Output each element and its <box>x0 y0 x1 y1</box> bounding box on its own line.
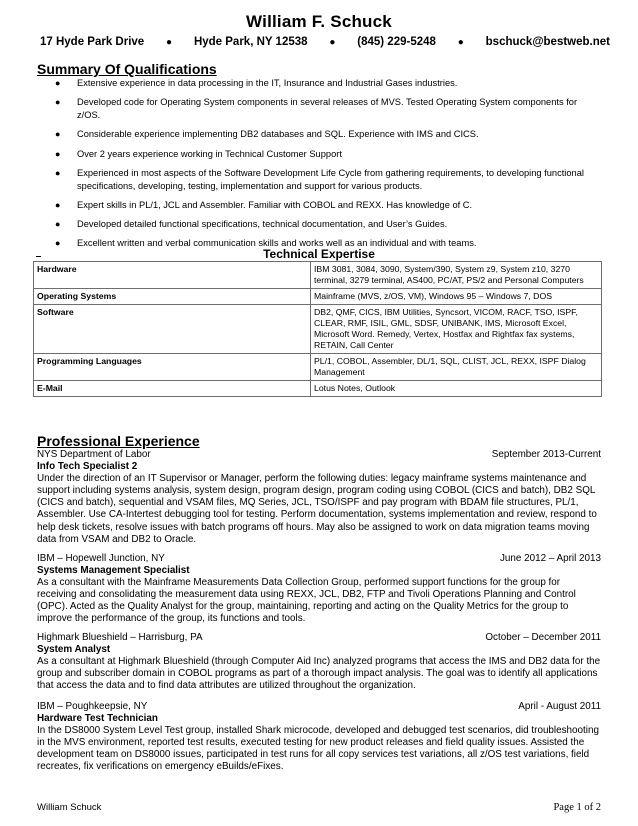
table-row <box>34 381 602 397</box>
table-row <box>34 354 602 381</box>
summary-list <box>37 77 602 257</box>
summary-item: ● Developed code for Operating System components in several releases of MVS. Tested Operating System components for z/OS. <box>55 97 578 121</box>
job-description: In the DS8000 System Level Test group, installed Shark microcode, developed and debugged test scenarios, did troubleshooting in the MVS environment, reported test results, executed testing for new product releases and field quality issues. Assisted the development team on DS8000 issues, participated in test runs for all copy services test variations, all z/OS test variations, field recreates, fix verifications on emergency eBuilds/eFixes. <box>37 725 599 773</box>
bullet-icon: ● <box>55 97 61 108</box>
bullet-icon: ● <box>55 199 61 210</box>
skill-category: E-Mail <box>34 381 311 397</box>
employer: IBM – Poughkeepsie, NY <box>37 701 148 712</box>
job-description: Under the direction of an IT Supervisor or Manager, perform the following duties: legacy mainframe systems maintenance and support including systems analysis, system design, program design, program coding using COBOL (CICS and batch), DB2 SQL (CICS and batch), sequential and VSAM files, MQ Series, JCL, TSO/ISPF and pay program with BDAM file structures, PL/1, Assembler. Use CA-Intertest debugging tool for testing. Perform documentation, systems implementation and review, respond to help desk tickets, resolve issues with batch programs off hours. May also be assigned to work on data migration teams moving data from VSAM and DB2 to Oracle. <box>37 473 597 545</box>
job-description: As a consultant with the Mainframe Measurements Data Collection Group, performed support functions for the group for receiving and consolidating the measurement data using REXX, JCL, DB2, FTP and Tivoli Operations Planning and Control (OPC). Acted as the Quality Analyst for the group, maintaining, reporting and acting on the Quality Metrics for the group to improve the performance of the group, its functions and tools. <box>37 577 576 625</box>
employer: Highmark Blueshield – Harrisburg, PA <box>37 632 203 643</box>
employer: IBM – Hopewell Junction, NY <box>37 553 165 564</box>
summary-heading: Summary Of Qualifications <box>37 61 217 77</box>
bullet-icon: ● <box>55 219 61 230</box>
table-row <box>34 289 602 305</box>
employer: NYS Department of Labor <box>37 449 151 460</box>
page-number: Page 1 of 2 <box>553 802 601 813</box>
summary-item: ● Experienced in most aspects of the Software Development Life Cycle from gathering requirements, to developing functional specifications, developing, testing, implementation and support for various products. <box>55 167 584 191</box>
skill-category: Hardware <box>34 262 311 289</box>
job-title: Hardware Test Technician <box>37 713 158 725</box>
job-title: System Analyst <box>37 644 111 656</box>
skills-table <box>33 261 602 397</box>
tech-heading: Technical Expertise <box>263 247 375 261</box>
job-dates: April - August 2011 <box>518 701 601 712</box>
summary-item: ● Excellent written and verbal communication skills and works well as an individual and with teams. <box>55 238 477 249</box>
job-entry <box>37 553 601 626</box>
page-footer <box>37 802 601 813</box>
skill-category: Programming Languages <box>34 354 311 381</box>
skill-value: DB2, QMF, CICS, IBM Utilities, Syncsort, VICOM, RACF, TSO, ISPF, CLEAR, RMF, ISIL, GML, SDSF, UNIBANK, IMS, Microsoft Excel, Microsoft Word. Remedy, Vertex, Hostfax and Rightfax fax systems, RETAIN, Call Center <box>311 305 602 354</box>
resume-name: William F. Schuck <box>246 12 392 31</box>
bullet-separator: ● <box>166 36 173 48</box>
job-dates: September 2013-Current <box>491 449 601 460</box>
bullet-icon: ● <box>55 148 61 159</box>
job-title: Systems Management Specialist <box>37 565 190 577</box>
job-dates: June 2012 – April 2013 <box>499 553 601 564</box>
footer-name: William Schuck <box>37 802 102 813</box>
address: 17 Hyde Park Drive <box>40 36 145 48</box>
skill-value: IBM 3081, 3084, 3090, System/390, System z9, System z10, 3270 terminal, 3279 terminal, AS400, PC/AT, PS/2 and Personal Computers <box>311 262 602 289</box>
bullet-separator: ● <box>457 36 464 48</box>
summary-item: ● Expert skills in PL/1, JCL and Assembler. Familiar with COBOL and REXX. Has knowledge of C. <box>55 199 473 210</box>
bullet-icon: ● <box>55 129 61 140</box>
skill-category: Operating Systems <box>34 289 311 305</box>
city: Hyde Park, NY 12538 <box>193 36 308 48</box>
contact-line <box>40 36 610 48</box>
table-row <box>34 305 602 354</box>
job-entry <box>37 449 601 546</box>
email[interactable]: bschuck@bestweb.net <box>485 36 610 48</box>
summary-item: ● Considerable experience implementing DB2 databases and SQL. Experience with IMS and CICS. <box>55 129 479 140</box>
job-description: As a consultant at Highmark Blueshield (through Computer Aid Inc) analyzed programs that access the IMS and DB2 data for the group and subscriber domain in COBOL programs as part of a thorough impact analysis. The goal was to identify all applications that access the data and to find data attributes are utilized throughout the organization. <box>37 656 601 692</box>
skill-value: Mainframe (MVS, z/OS, VM), Windows 95 – Windows 7, DOS <box>311 289 602 305</box>
bullet-icon: ● <box>55 167 61 178</box>
phone: (845) 229-5248 <box>357 36 436 48</box>
table-row <box>34 262 602 289</box>
summary-item: ● Developed detailed functional specifications, technical documentation, and User’s Guides. <box>55 219 448 230</box>
summary-item: ● Over 2 years experience working in Technical Customer Support <box>55 148 342 159</box>
bullet-icon: ● <box>55 78 61 88</box>
skill-category: Software <box>34 305 311 354</box>
experience-heading: Professional Experience <box>37 433 200 449</box>
job-title: Info Tech Specialist 2 <box>37 461 138 473</box>
skill-value: PL/1, COBOL, Assembler, DL/1, SQL, CLIST, JCL, REXX, ISPF Dialog Management <box>311 354 602 381</box>
skill-value: Lotus Notes, Outlook <box>311 381 602 397</box>
bullet-separator: ● <box>329 36 336 48</box>
bullet-icon: ● <box>55 238 61 249</box>
summary-item: ● Extensive experience in data processing in the IT, Insurance and Industrial Gases industries. <box>55 78 458 88</box>
job-entry <box>37 701 601 774</box>
job-dates: October – December 2011 <box>485 632 601 643</box>
job-entry <box>37 632 601 692</box>
